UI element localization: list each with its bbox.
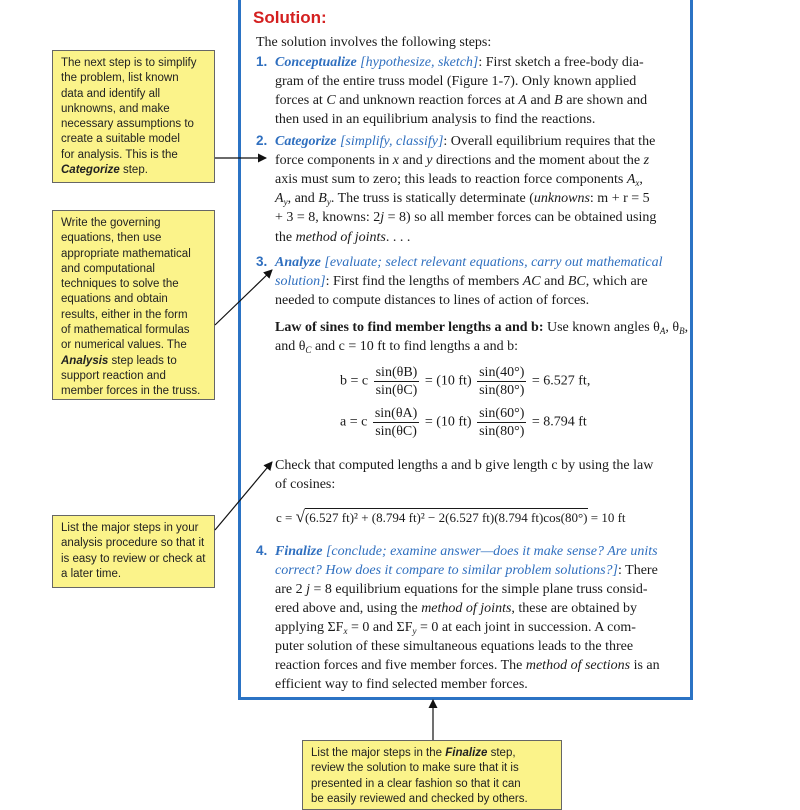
step-3-line-2: solution]: First find the lengths of members AC and BC, which are bbox=[275, 274, 648, 289]
law-of-sines-line-2: and $\theta_C$ and c = 10 ft to find lengths a and b: bbox=[275, 339, 519, 355]
step-1-line-3: forces at C and unknown reaction forces at A and B are shown and bbox=[275, 93, 648, 108]
step-4-line-7: reaction forces and five member forces. The method of sections is an bbox=[275, 658, 660, 673]
step-4-line-4: ered above and, using the method of joints, these are obtained by bbox=[275, 601, 637, 616]
equation-c: c = √(6.527 ft)² + (8.794 ft)² − 2(6.527 ft)(8.794 ft)cos(80°) = 10 ft bbox=[276, 507, 626, 526]
step-2-line-3: axis must sum to zero; this leads to reaction force components $A_x$, bbox=[275, 172, 643, 188]
step-2-hint: [simplify, classify] bbox=[339, 134, 444, 149]
step-2-number: 2. bbox=[256, 133, 268, 148]
step-3-line-3: needed to compute distances to lines of action of forces. bbox=[275, 293, 590, 308]
step-1-line-4: then used in an equilibrium analysis to find the reactions. bbox=[275, 112, 596, 127]
step-3-number: 3. bbox=[256, 254, 268, 269]
note-finalize: List the major steps in the Finalize step, review the solution to make sure that it is presented in a clear fashion so that it can be easily reviewed and checked by others. bbox=[302, 740, 562, 810]
step-4-line-1 bbox=[275, 542, 658, 561]
step-1-line-2: gram of the entire truss model (Figure 1-7). Only known applied bbox=[275, 74, 637, 89]
note-analyze: Write the governing equations, then use appropriate mathematical and computational techniques to solve the equations and obtain results, either in the form of mathematical formulas or numerical values. The Analysis step leads to support reaction and member forces in the truss. bbox=[52, 210, 215, 400]
step-4-number: 4. bbox=[256, 543, 268, 558]
step-4-line-3: are 2 j = 8 equilibrium equations for the simple plane truss consid- bbox=[275, 582, 648, 597]
step-1-number: 1. bbox=[256, 54, 268, 69]
step-3-line-1 bbox=[275, 253, 663, 272]
step-2-line-1: Categorize [simplify, classify]: Overall equilibrium requires that the bbox=[275, 134, 656, 149]
step-4-hint: [conclude; examine answer—does it make sense? Are units bbox=[325, 544, 658, 559]
solution-title: Solution: bbox=[253, 8, 327, 27]
step-3-hint: [evaluate; select relevant equations, carry out mathematical bbox=[324, 255, 663, 270]
law-of-sines-heading: Law of sines to find member lengths a and b: bbox=[275, 320, 544, 335]
equation-b: b = c $\frac{\sin(\theta B)}{\sin(\theta C)}$ = (10 ft) $\frac{\sin(40^\circ)}{\sin(80^\circ)}$ = 6.527 ft, bbox=[340, 365, 591, 398]
step-2-line-4: $A_y$, and $B_y$. The truss is statically determinate (unknowns: m + r = 5 bbox=[275, 191, 650, 207]
step-2-name: Categorize bbox=[275, 134, 337, 149]
check-line-1: Check that computed lengths a and b give length c by using the law bbox=[275, 458, 654, 473]
step-2-line-5: + 3 = 8, knowns: 2j = 8) so all member forces can be obtained using bbox=[275, 210, 657, 225]
note-list-steps: List the major steps in your analysis procedure so that it is easy to review or check at a later time. bbox=[52, 515, 215, 588]
step-3-name: Analyze bbox=[275, 255, 321, 270]
step-1-hint: [hypothesize, sketch] bbox=[360, 55, 479, 70]
check-line-2: of cosines: bbox=[275, 477, 336, 492]
step-4-line-2: correct? How does it compare to similar problem solutions?]: There bbox=[275, 563, 658, 578]
solution-intro: The solution involves the following steps: bbox=[256, 35, 492, 50]
step-2-line-6: the method of joints. . . . bbox=[275, 230, 411, 245]
step-1-name: Conceptualize bbox=[275, 55, 357, 70]
step-1-line-1 bbox=[275, 53, 644, 72]
equation-a: a = c $\frac{\sin(\theta A)}{\sin(\theta C)}$ = (10 ft) $\frac{\sin(60^\circ)}{\sin(80^\circ)}$ = 8.794 ft bbox=[340, 406, 587, 439]
law-of-sines-line-1: Law of sines to find member lengths a and b: Use known angles $\theta_A$, $\theta_B$, bbox=[275, 320, 689, 336]
step-4-line-5: applying $\Sigma F_x = 0$ and $\Sigma F_y = 0$ at each joint in succession. A com- bbox=[275, 620, 636, 636]
step-4-line-6: puter solution of these simultaneous equations leads to the three bbox=[275, 639, 634, 654]
step-4-line-8: efficient way to find selected member forces. bbox=[275, 677, 528, 692]
step-4-name: Finalize bbox=[275, 544, 323, 559]
step-1-text: : First sketch a free-body dia- bbox=[478, 55, 644, 70]
step-2-line-2: force components in x and y directions and the moment about the z bbox=[275, 153, 650, 168]
note-categorize: The next step is to simplify the problem, list known data and identify all unknowns, and make necessary assumptions to create a suitable model for analysis. This is the Categorize step. bbox=[52, 50, 215, 183]
